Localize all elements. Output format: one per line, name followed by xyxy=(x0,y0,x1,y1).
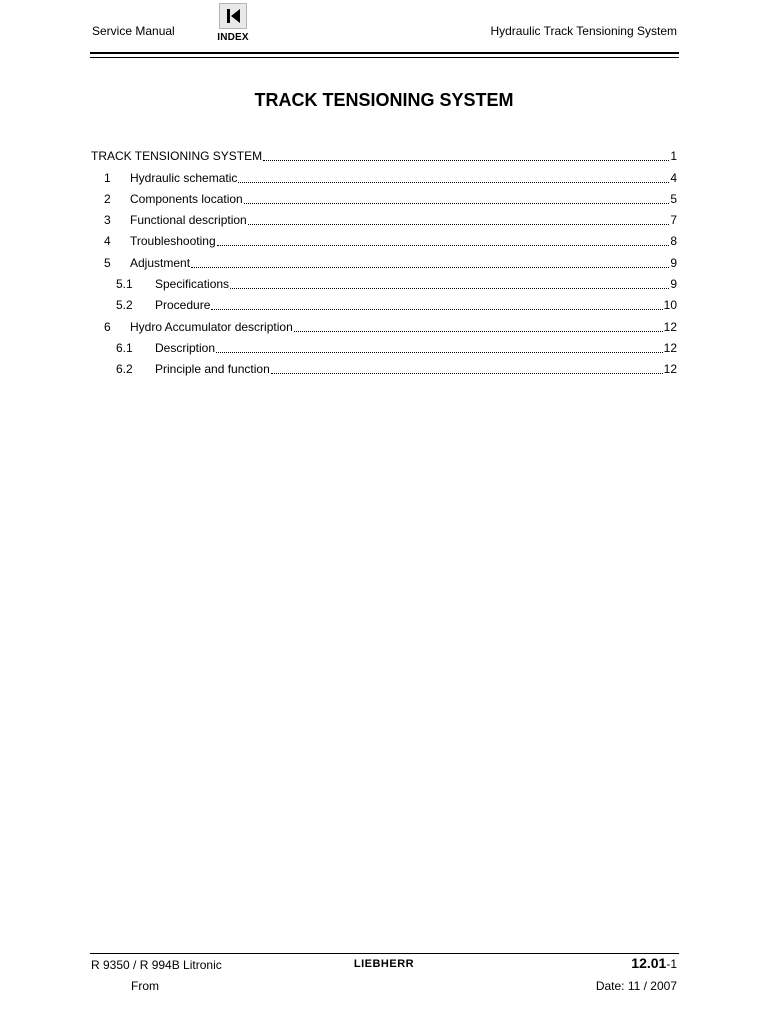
toc-entry-number: 6.2 xyxy=(116,362,133,377)
toc-entry-page[interactable]: 7 xyxy=(670,213,677,228)
toc-dot-leader xyxy=(211,308,662,310)
toc-dot-leader xyxy=(248,223,670,225)
toc-entry-number: 1 xyxy=(104,170,111,185)
toc-dot-leader xyxy=(294,330,663,332)
skip-back-icon[interactable] xyxy=(219,3,247,29)
toc-entry-number: 4 xyxy=(104,234,111,249)
footer-page-number xyxy=(631,955,677,971)
toc-entry-page[interactable]: 12 xyxy=(663,362,677,377)
toc-entry-page[interactable]: 5 xyxy=(670,191,677,206)
toc-entry-number: 5 xyxy=(104,255,111,270)
index-button[interactable] xyxy=(216,3,250,43)
toc-entry-page[interactable]: 9 xyxy=(670,255,677,270)
toc-entry-title[interactable]: Procedure xyxy=(155,298,211,313)
footer-model: R 9350 / R 994B Litronic xyxy=(91,958,222,972)
toc-entry-number: 3 xyxy=(104,213,111,228)
toc-entry[interactable] xyxy=(91,291,677,312)
footer-section: 12.01 xyxy=(631,955,667,971)
index-label[interactable]: INDEX xyxy=(217,32,249,43)
toc-entry-page[interactable]: 10 xyxy=(663,298,677,313)
footer-rule xyxy=(90,953,679,954)
table-of-contents xyxy=(91,142,677,376)
toc-entry[interactable] xyxy=(91,270,677,291)
header-rule xyxy=(90,52,679,54)
toc-entry-title[interactable]: Functional description xyxy=(130,213,247,228)
toc-entry-number: 2 xyxy=(104,191,111,206)
toc-entry-title[interactable]: Components location xyxy=(130,191,243,206)
toc-entry-title[interactable]: Description xyxy=(155,340,216,355)
toc-entry[interactable] xyxy=(91,206,677,227)
toc-entry-title[interactable]: Principle and function xyxy=(155,362,270,377)
toc-entry-page[interactable]: 8 xyxy=(670,234,677,249)
toc-entry-number: 6.1 xyxy=(116,340,133,355)
toc-entry-title[interactable]: TRACK TENSIONING SYSTEM xyxy=(91,149,263,164)
toc-dot-leader xyxy=(271,372,663,374)
toc-entry[interactable] xyxy=(91,227,677,248)
toc-entry-title[interactable]: Hydro Accumulator description xyxy=(130,319,293,334)
footer-brand: LIEBHERR xyxy=(353,958,415,970)
toc-dot-leader xyxy=(216,351,663,353)
toc-entry-page[interactable]: 4 xyxy=(670,170,677,185)
toc-entry-title[interactable]: Hydraulic schematic xyxy=(130,170,238,185)
toc-entry[interactable] xyxy=(91,248,677,269)
toc-entry[interactable] xyxy=(91,312,677,333)
header-system-title: Hydraulic Track Tensioning System xyxy=(490,24,677,38)
toc-dot-leader xyxy=(263,159,669,161)
toc-entry-page[interactable]: 1 xyxy=(670,149,677,164)
toc-dot-leader xyxy=(230,287,669,289)
footer-page-suffix: -1 xyxy=(666,957,677,971)
toc-entry-title[interactable]: Specifications xyxy=(155,277,230,292)
toc-entry-title[interactable]: Adjustment xyxy=(130,255,191,270)
toc-entry-page[interactable]: 9 xyxy=(670,277,677,292)
header-manual-label: Service Manual xyxy=(92,24,175,38)
toc-entry-number: 6 xyxy=(104,319,111,334)
toc-entry-page[interactable]: 12 xyxy=(663,340,677,355)
toc-entry-title[interactable]: Troubleshooting xyxy=(130,234,216,249)
toc-dot-leader xyxy=(217,244,670,246)
toc-entry[interactable] xyxy=(91,334,677,355)
toc-entry-number: 5.2 xyxy=(116,298,133,313)
toc-entry-page[interactable]: 12 xyxy=(663,319,677,334)
page-title: TRACK TENSIONING SYSTEM xyxy=(254,90,514,110)
footer-from: From xyxy=(131,979,159,993)
toc-entry[interactable] xyxy=(91,185,677,206)
toc-entry[interactable] xyxy=(91,163,677,184)
header-rule-thin xyxy=(90,57,679,58)
toc-dot-leader xyxy=(191,266,669,268)
toc-entry[interactable] xyxy=(91,355,677,376)
toc-dot-leader xyxy=(244,202,670,204)
toc-entry[interactable] xyxy=(91,142,677,163)
footer-date: Date: 11 / 2007 xyxy=(595,979,677,993)
toc-dot-leader xyxy=(238,181,669,183)
toc-entry-number: 5.1 xyxy=(116,277,133,292)
